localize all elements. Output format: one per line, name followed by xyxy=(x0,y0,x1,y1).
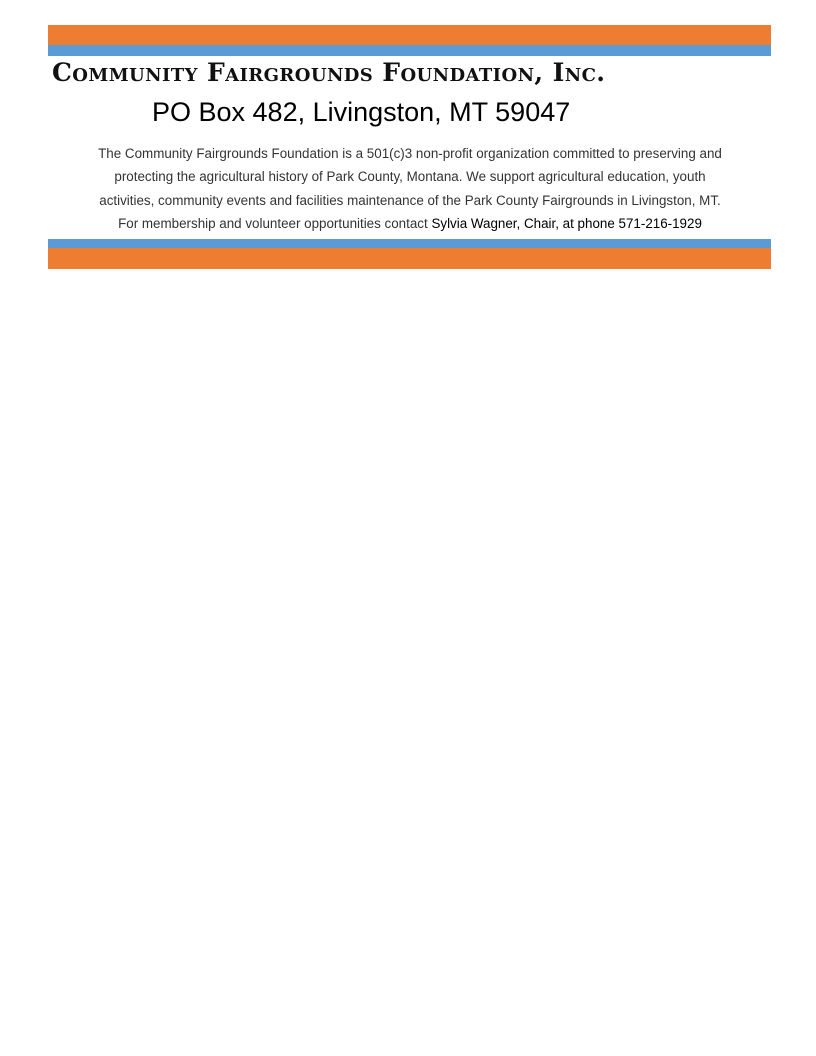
bottom-blue-band xyxy=(48,239,771,248)
mission-line: protecting the agricultural history of Park County, Montana. We support agricultural education, youth xyxy=(114,169,706,185)
organization-name: Community Fairgrounds Foundation, Inc. xyxy=(52,58,606,87)
top-blue-band xyxy=(48,45,771,56)
mission-statement xyxy=(60,142,760,235)
letterhead xyxy=(48,25,771,269)
contact-detail: Sylvia Wagner, Chair, at phone 571-216-1929 xyxy=(431,215,702,231)
mission-line: The Community Fairgrounds Foundation is a 501(c)3 non-profit organization committed to preserving and xyxy=(98,146,722,161)
top-orange-band xyxy=(48,25,771,45)
mailing-address: PO Box 482, Livingston, MT 59047 xyxy=(152,97,571,127)
contact-prefix: For membership and volunteer opportunities contact xyxy=(118,215,432,231)
bottom-orange-band xyxy=(48,248,771,269)
mission-line: activities, community events and facilities maintenance of the Park County Fairgrounds in Livingston, MT. xyxy=(99,192,721,208)
contact-line xyxy=(60,212,760,235)
